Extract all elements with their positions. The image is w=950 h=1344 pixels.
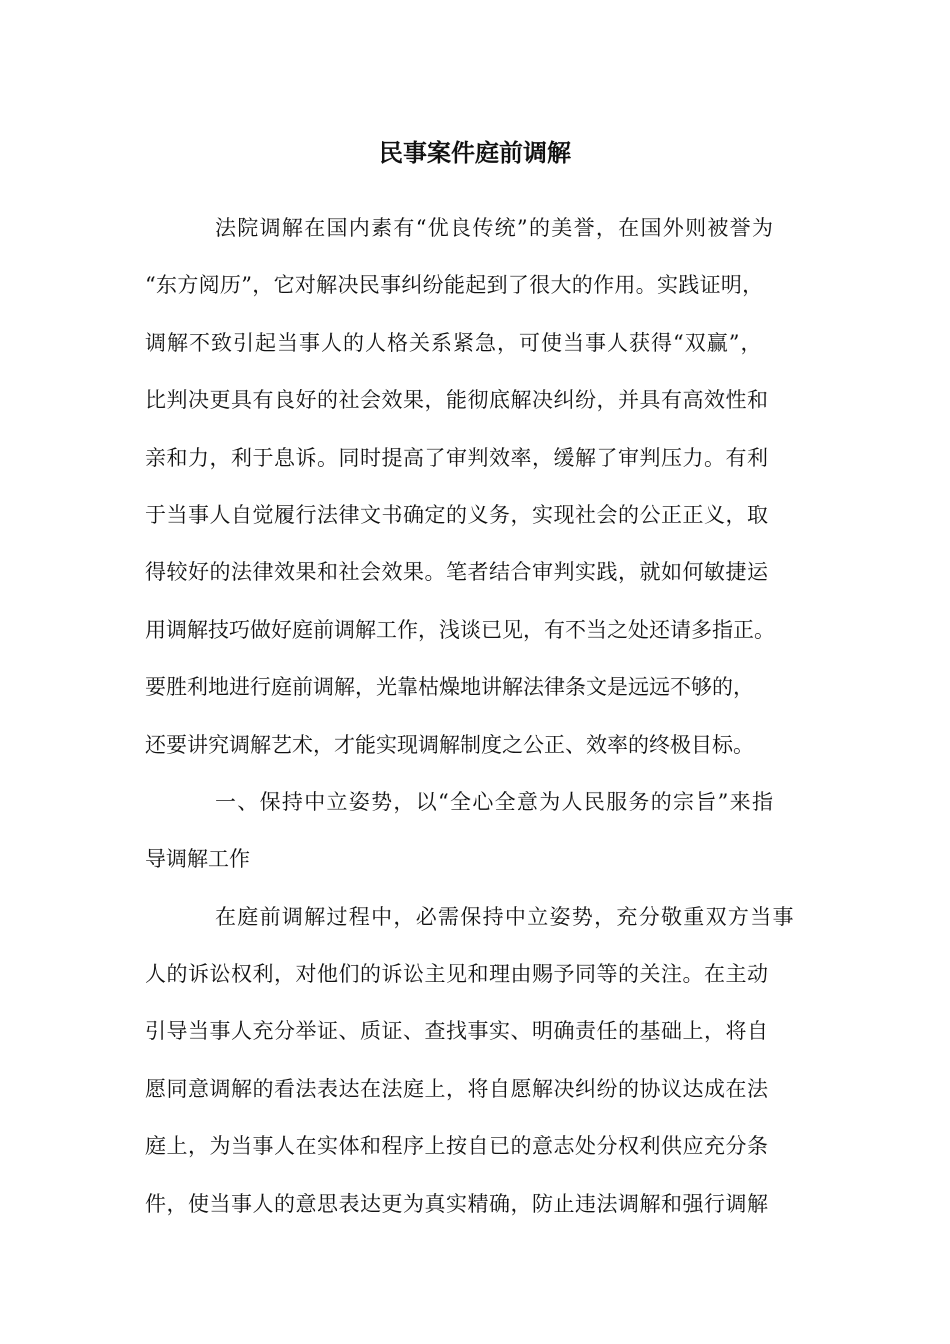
paragraph-line: 件，使当事人的意思表达更为真实精确，防止违法调解和强行调解 <box>145 1191 769 1216</box>
paragraph-line: 亲和力，利于息诉。同时提高了审判效率，缓解了审判压力。有利 <box>145 445 769 470</box>
paragraph-line: 于当事人自觉履行法律文书确定的义务，实现社会的公正正义，取 <box>145 502 769 527</box>
paragraph-line: 要胜利地进行庭前调解，光靠枯燥地讲解法律条文是远远不够的， <box>145 675 754 700</box>
paragraph-line: “东方阅历”，它对解决民事纠纷能起到了很大的作用。实践证明， <box>145 273 764 298</box>
paragraph-line: 用调解技巧做好庭前调解工作，浅谈已见，有不当之处还请多指正。 <box>145 617 775 642</box>
paragraph-line: 法院调解在国内素有“优良传统”的美誉，在国外则被誉为 <box>215 216 775 240</box>
paragraph-line: 一、保持中立姿势，以“全心全意为人民服务的宗旨”来指 <box>215 789 775 814</box>
paragraph-line: 比判决更具有良好的社会效果，能彻底解决纠纷，并具有高效性和 <box>145 388 769 413</box>
paragraph-line: 引导当事人充分举证、质证、查找事实、明确责任的基础上，将自 <box>145 1019 769 1044</box>
paragraph-line: 得较好的法律效果和社会效果。笔者结合审判实践，就如何敏捷运 <box>145 560 769 585</box>
paragraph-line: 人的诉讼权利，对他们的诉讼主见和理由赐予同等的关注。在主动 <box>145 962 769 987</box>
paragraph-line: 还要讲究调解艺术，才能实现调解制度之公正、效率的终极目标。 <box>145 732 754 757</box>
paragraph-line: 在庭前调解过程中，必需保持中立姿势，充分敬重双方当事 <box>215 904 795 929</box>
document-body <box>145 200 813 1233</box>
document-title: 民事案件庭前调解 <box>379 138 571 167</box>
paragraph-line: 导调解工作 <box>145 847 250 872</box>
paragraph-line: 愿同意调解的看法表达在法庭上，将自愿解决纠纷的协议达成在法 <box>145 1076 769 1101</box>
paragraph-line: 庭上，为当事人在实体和程序上按自已的意志处分权利供应充分条 <box>145 1134 769 1159</box>
paragraph-line: 调解不致引起当事人的人格关系紧急，可使当事人获得“双赢”， <box>145 330 763 355</box>
